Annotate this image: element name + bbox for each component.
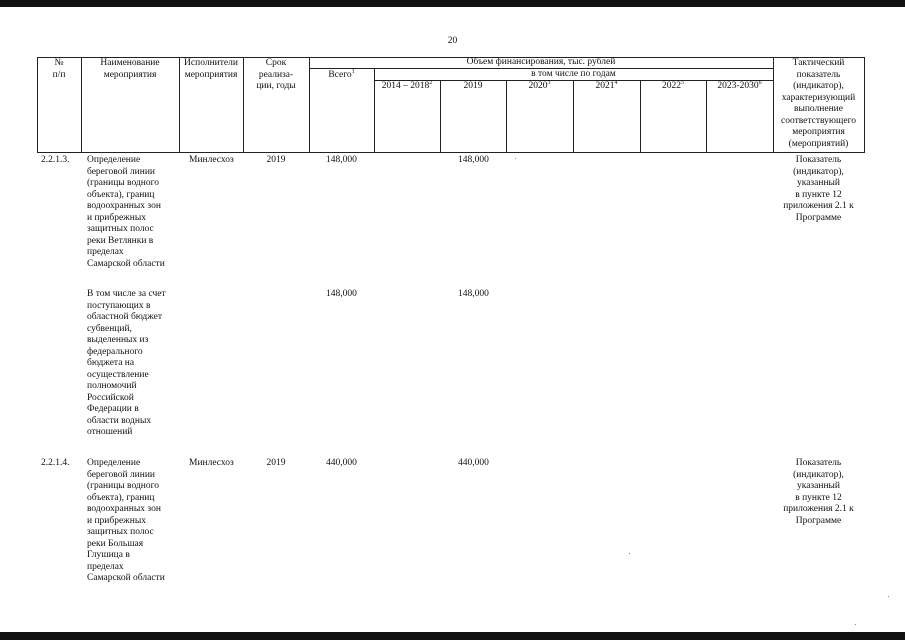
row-name: В том числе за счет поступающих в областной бюджет субвенций, выделенных из федерального бюджета на осуществление полномочий Российской Федерации в области водных отношений [87, 289, 166, 437]
scan-speck [855, 624, 856, 625]
header-year-2019: 2019 [463, 81, 483, 91]
header-by-years: в том числе по годам [531, 69, 616, 79]
scan-speck [515, 158, 516, 159]
header-executors: Исполнители мероприятия [184, 58, 238, 80]
header-year-2020: 2020$^3$ [528, 79, 551, 91]
header-num: № п/п [52, 58, 66, 80]
row-num: 2.2.1.4. [41, 458, 70, 468]
row-indicator: Показатель (индикатор), указанный в пункте 12 приложения 2.1 к Программе [783, 458, 854, 526]
row-total: 440,000 [326, 458, 357, 468]
header-name: Наименование мероприятия [100, 58, 160, 80]
header-year-2023-2030: 2023-2030$^6$ [717, 79, 762, 91]
row-2019: 440,000 [458, 458, 489, 468]
header-year-2021: 2021$^4$ [595, 79, 618, 91]
header-total: Всего$^1$ [328, 68, 355, 80]
row-2019: 148,000 [458, 289, 489, 299]
scan-speck [629, 553, 630, 554]
row-2019: 148,000 [458, 155, 489, 165]
row-num: 2.2.1.3. [41, 155, 70, 165]
row-name: Определение береговой линии (границы водного объекта), границ водоохранных зон и прибрежных защитных полос реки Ветлянки в пределах Самарской области [87, 155, 165, 269]
row-executor: Минлесхоз [189, 458, 234, 468]
row-name: Определение береговой линии (границы водного объекта), границ водоохранных зон и прибрежных защитных полос реки Большая Глушица в пределах Самарской области [87, 458, 165, 583]
row-year: 2019 [266, 155, 286, 165]
row-year: 2019 [266, 458, 286, 468]
page-number: 20 [447, 36, 458, 46]
scan-top-border [0, 0, 905, 7]
row-total: 148,000 [326, 289, 357, 299]
header-year-2014-2018: 2014 – 2018$^2$ [381, 79, 433, 91]
header-term: Срок реализа- ции, годы [256, 58, 296, 91]
scan-speck [888, 596, 889, 597]
scan-bottom-border [0, 632, 905, 640]
row-total: 148,000 [326, 155, 357, 165]
row-indicator: Показатель (индикатор), указанный в пункте 12 приложения 2.1 к Программе [783, 155, 854, 223]
row-executor: Минлесхоз [189, 155, 234, 165]
header-funding-title: Объем финансирования, тыс. рублей [466, 57, 616, 67]
header-year-2022: 2022$^5$ [662, 79, 684, 91]
header-indicator: Тактический показатель (индикатор), характеризующий выполнение соответствующего мероприятия (мероприятий) [781, 58, 856, 149]
